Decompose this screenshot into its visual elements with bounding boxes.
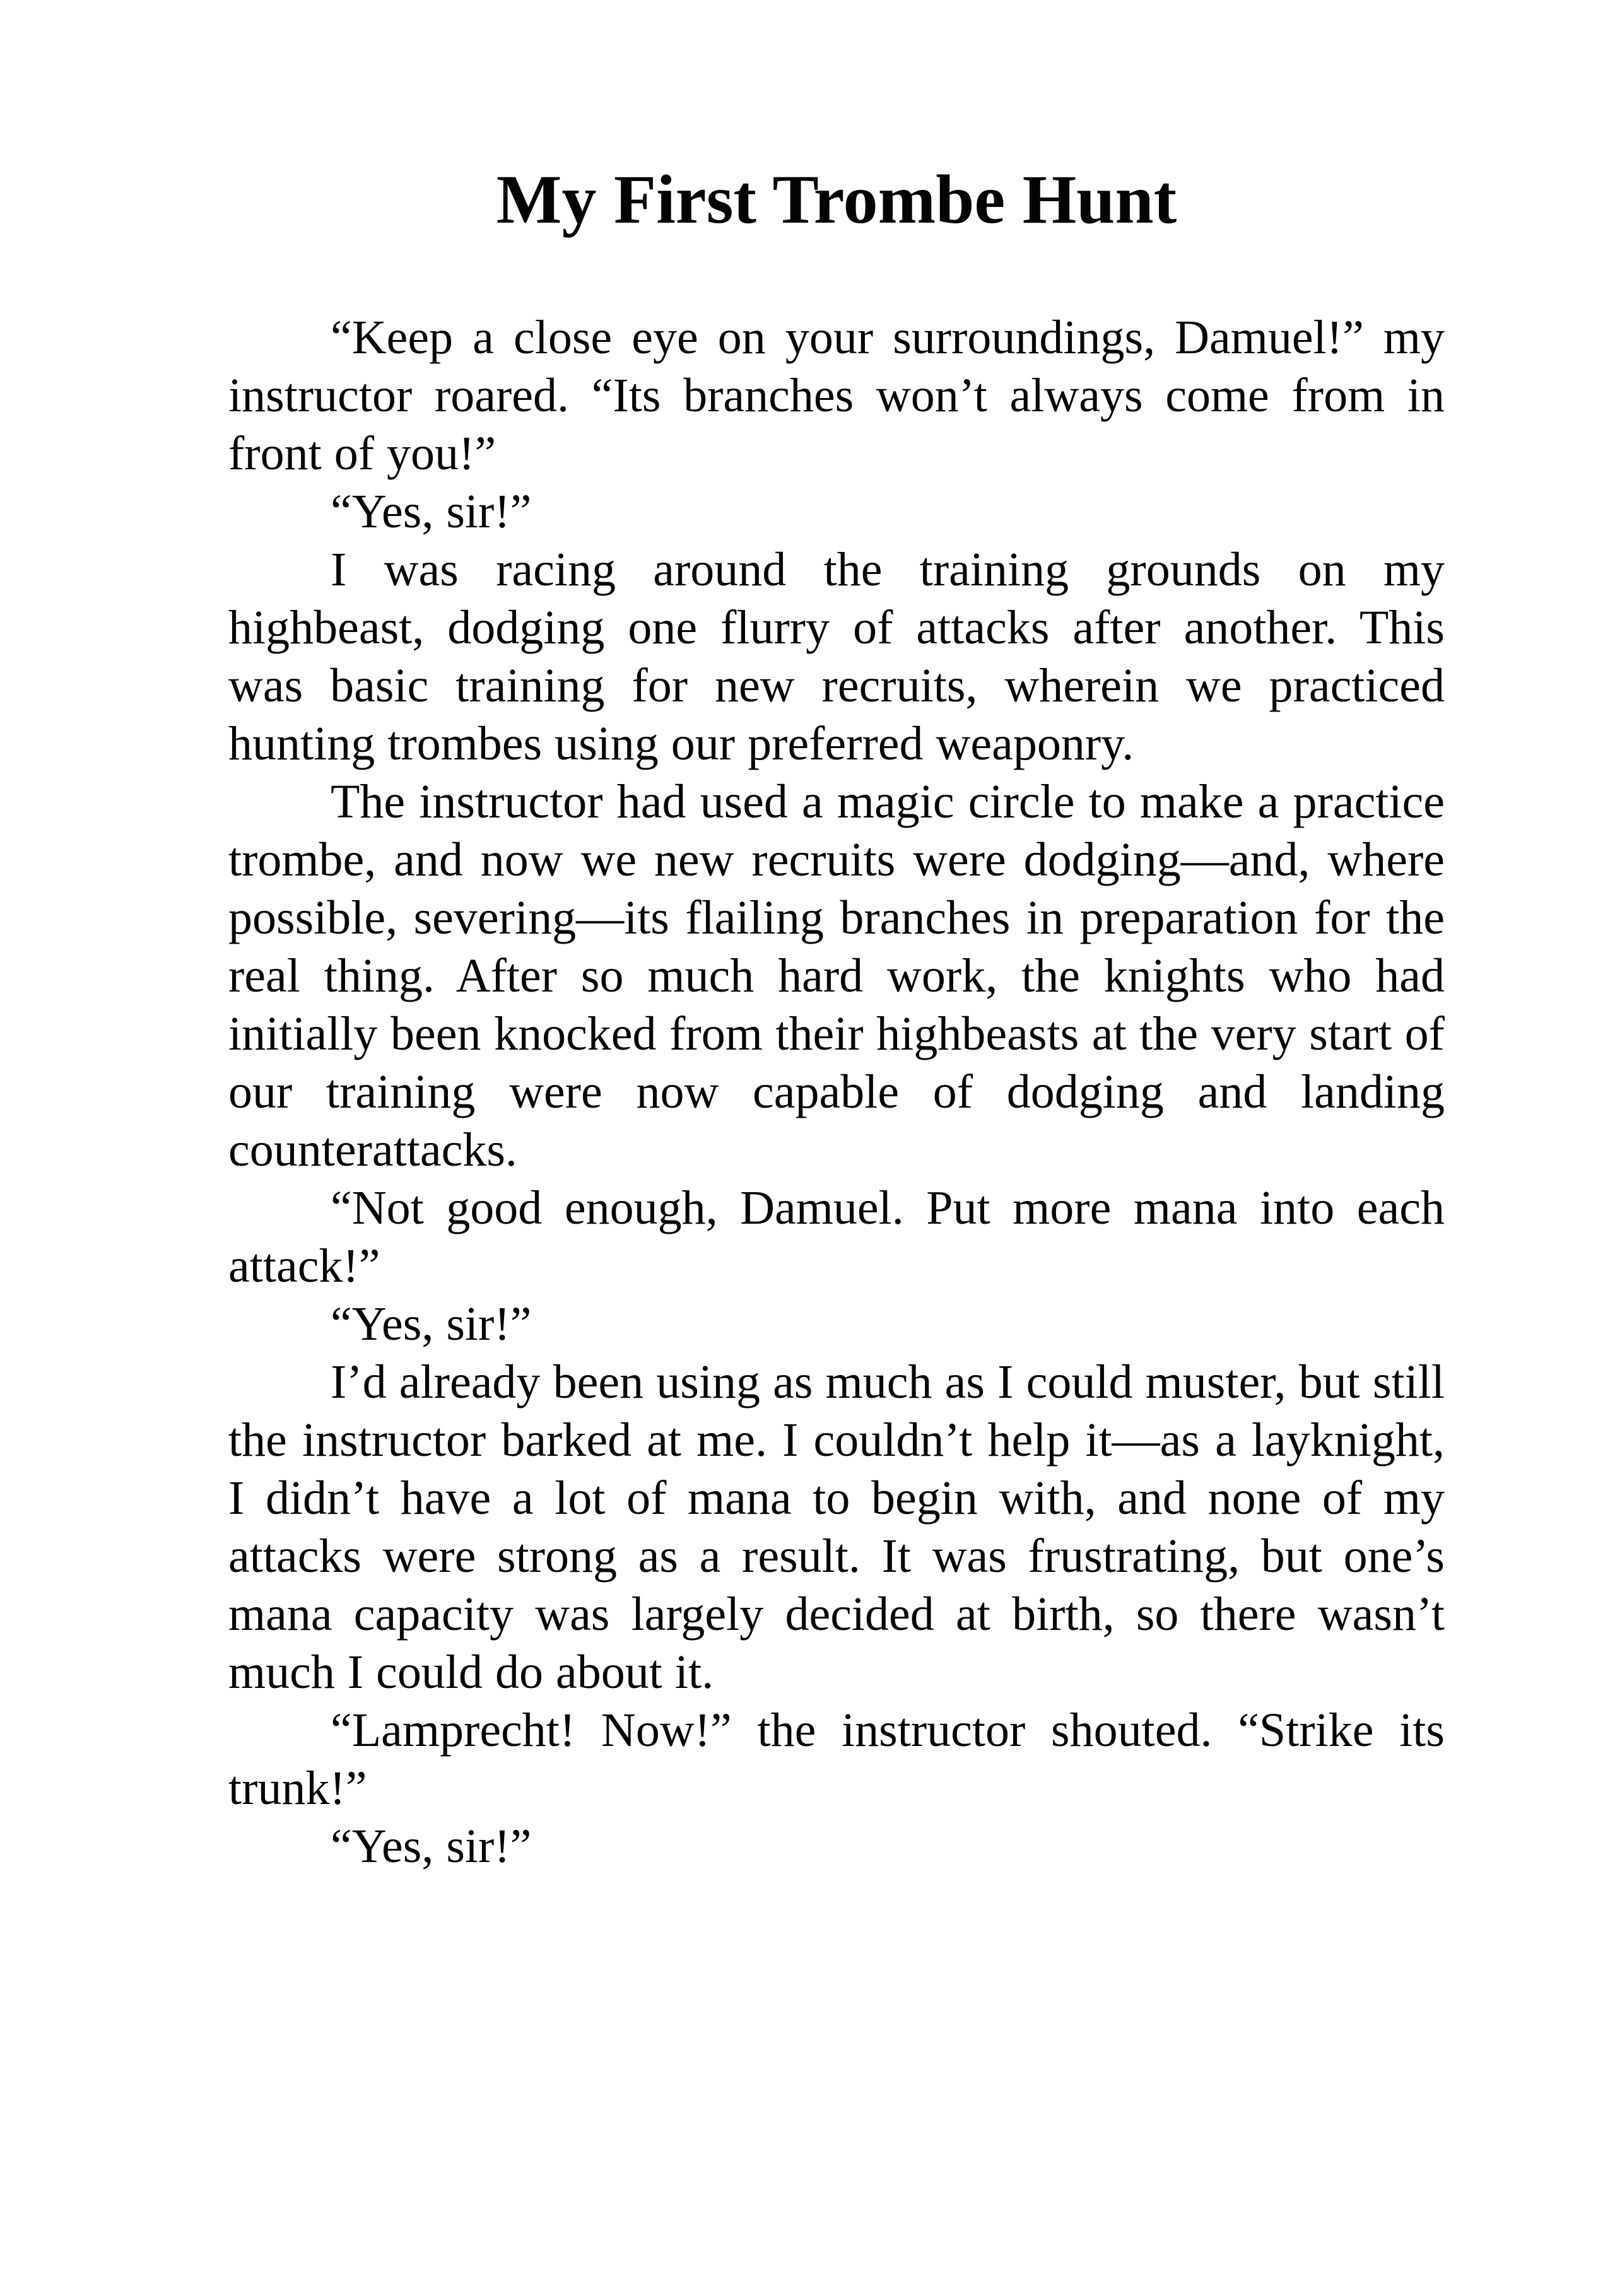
paragraph-3: I was racing around the training grounds on my highbeast, dodging one flurry of attacks after another. This was basic training for new recruits, wherein we practiced hunting trombes using our preferred weaponry. bbox=[228, 543, 1445, 770]
paragraph-6: “Yes, sir!” bbox=[331, 1297, 532, 1350]
paragraph-9: “Yes, sir!” bbox=[331, 1820, 532, 1873]
paragraph-2: “Yes, sir!” bbox=[331, 485, 532, 538]
paragraph-4: The instructor had used a magic circle to make a practice trombe, and now we new recruits were dodging—and, where possible, severing—its flailing branches in preparation for the real thing. After so much hard work, the knights who had initially been knocked from their highbeasts at the very start of our training were now capable of dodging and landing counterattacks. bbox=[228, 775, 1445, 1176]
paragraph-5: “Not good enough, Damuel. Put more mana into each attack!” bbox=[228, 1181, 1445, 1292]
chapter-body bbox=[228, 308, 1445, 1875]
paragraph-7: I’d already been using as much as I could muster, but still the instructor barked at me. I couldn’t help it—as a layknight, I didn’t have a lot of mana to begin with, and none of my attacks were strong as a result. It was frustrating, but one’s mana capacity was largely decided at birth, so there wasn’t much I could do about it. bbox=[228, 1356, 1445, 1699]
paragraph-8: “Lamprecht! Now!” the instructor shouted. “Strike its trunk!” bbox=[228, 1704, 1445, 1815]
paragraph-1: “Keep a close eye on your surroundings, Damuel!” my instructor roared. “Its branches won’t always come from in front of you!” bbox=[228, 311, 1445, 480]
chapter-title: My First Trombe Hunt bbox=[496, 161, 1177, 238]
